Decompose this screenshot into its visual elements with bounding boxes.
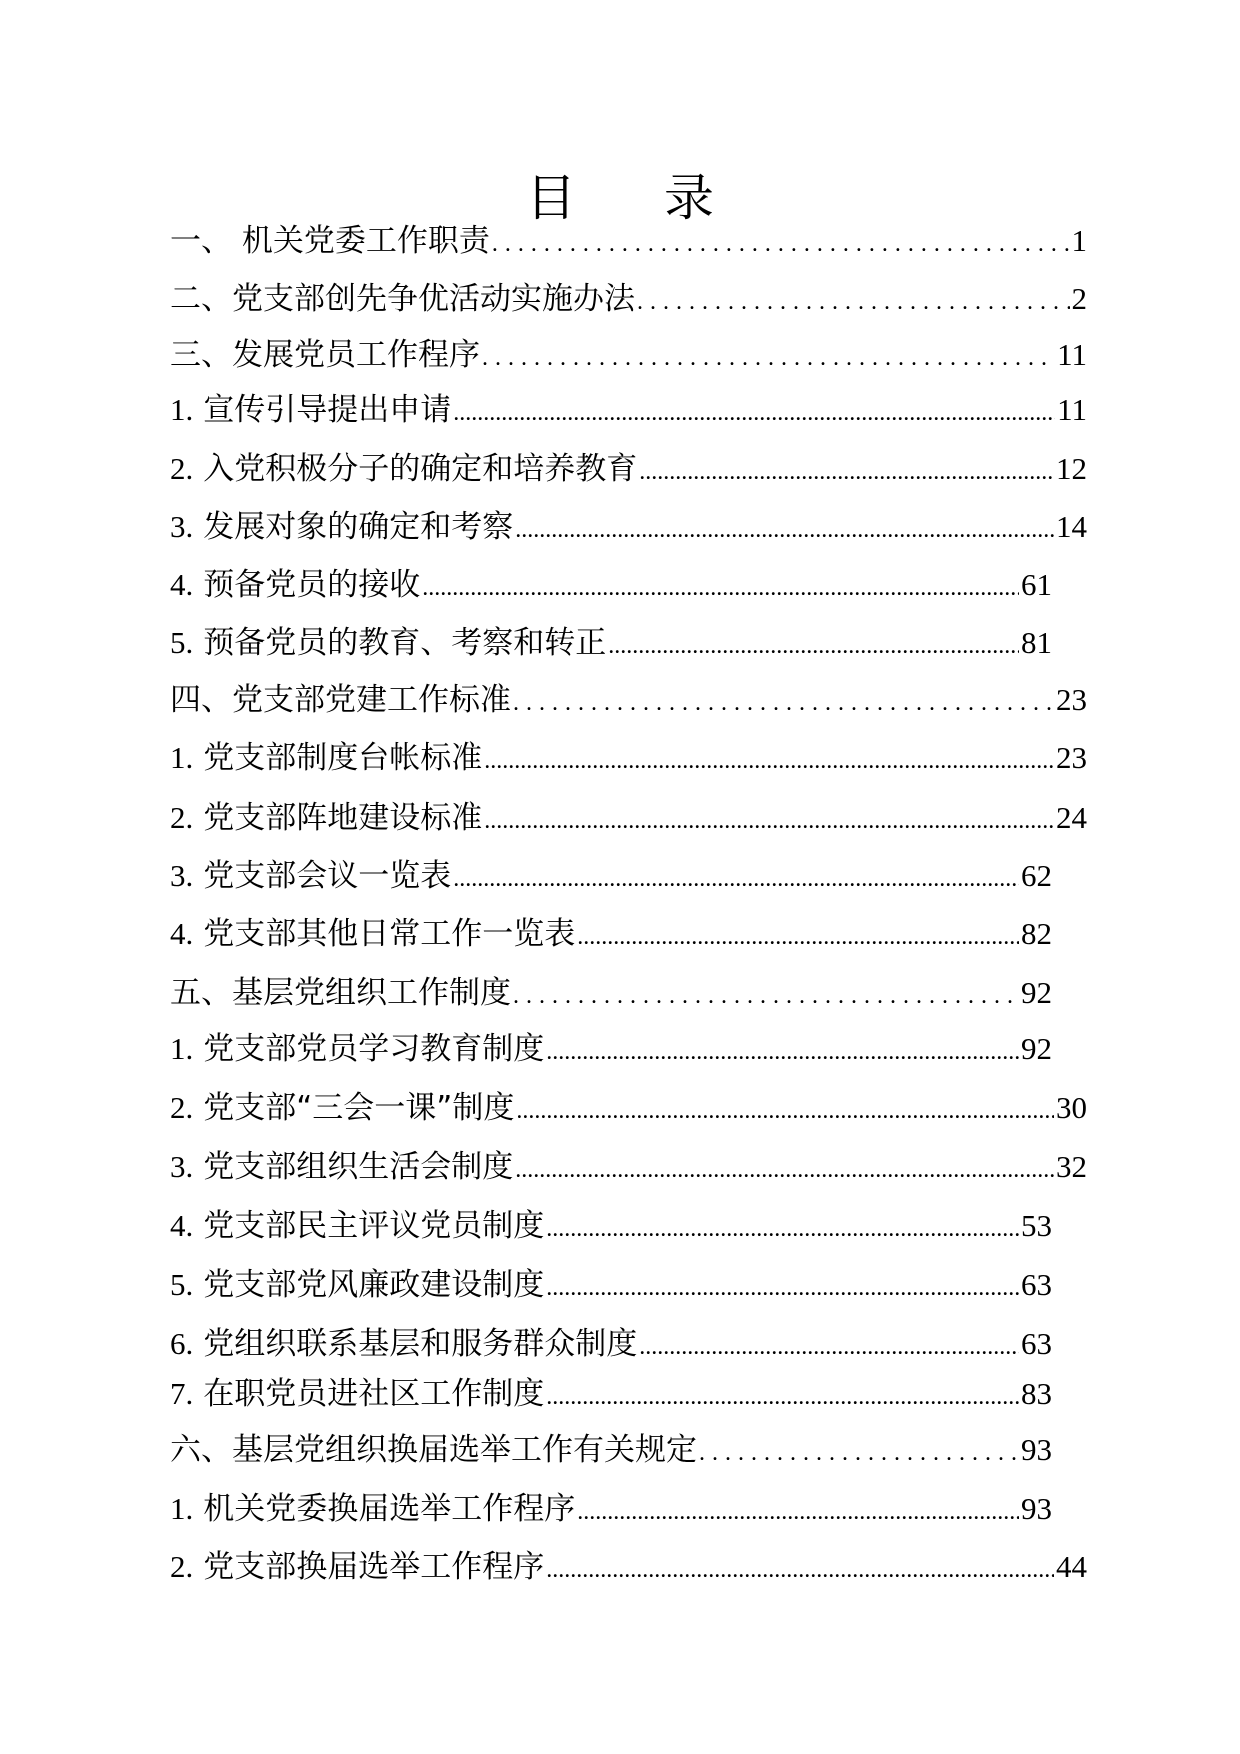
entry-page-number: 2 [1071,281,1087,316]
entry-page-number: 1 [1071,223,1087,258]
toc-entry[interactable] [170,335,1087,378]
dot-leader [482,338,1055,378]
toc-entry[interactable] [170,798,1087,841]
entry-label: 四、党支部党建工作标准 [170,682,511,718]
toc-entry[interactable] [170,973,1052,1016]
entry-label: 入党积极分子的确定和培养教育 [203,451,638,487]
dot-leader [608,626,1019,666]
entry-number: 3. [170,509,194,544]
entry-label: 一、 机关党委工作职责 [170,223,490,259]
dot-leader [492,224,1070,264]
dot-leader [639,1327,1019,1367]
toc-entry[interactable] [170,1489,1052,1532]
entry-page-number: 63 [1021,1326,1052,1361]
entry-label: 党支部换届选举工作程序 [203,1549,545,1585]
entry-page-number: 44 [1056,1549,1087,1584]
toc-entry[interactable] [170,390,1087,433]
toc-entry[interactable] [170,680,1087,723]
toc-entry[interactable] [170,565,1052,608]
toc-entry[interactable] [170,507,1087,550]
dot-leader [422,568,1019,608]
entry-label: 宣传引导提出申请 [203,392,452,428]
dot-leader [637,282,1070,322]
entry-number: 5. [170,1267,194,1302]
entry-label: 在职党员进社区工作制度 [203,1376,545,1412]
entry-number: 2. [170,451,194,486]
entry-page-number: 53 [1021,1208,1052,1243]
entry-number: 2. [170,1090,194,1125]
entry-number: 1. [170,1491,194,1526]
entry-page-number: 23 [1056,740,1087,775]
entry-label: 党支部阵地建设标准 [203,800,483,836]
entry-number: 2. [170,1549,194,1584]
toc-entry[interactable] [170,914,1052,957]
dot-leader [639,452,1054,492]
toc-entry[interactable] [170,1088,1087,1131]
dot-leader [513,976,1019,1016]
entry-page-number: 93 [1021,1432,1052,1467]
entry-label: 二、党支部创先争优活动实施办法 [170,281,635,317]
dot-leader [515,510,1054,550]
entry-page-number: 92 [1021,975,1052,1010]
toc-entry[interactable] [170,1430,1052,1473]
entry-number: 7. [170,1376,194,1411]
dot-leader [515,1150,1054,1190]
dot-leader [513,683,1054,723]
entry-label: 五、基层党组织工作制度 [170,975,511,1011]
toc-entry[interactable] [170,449,1087,492]
toc-entry[interactable] [170,856,1052,899]
entry-number: 4. [170,567,194,602]
toc-entry[interactable] [170,623,1052,666]
entry-page-number: 92 [1021,1031,1052,1066]
entry-label: 三、发展党员工作程序 [170,337,480,373]
dot-leader [546,1377,1019,1417]
dot-leader [577,917,1019,957]
toc-entry[interactable] [170,738,1087,781]
dot-leader [699,1433,1019,1473]
toc-entry[interactable] [170,1029,1052,1072]
entry-label: 党支部组织生活会制度 [203,1149,514,1185]
entry-page-number: 63 [1021,1267,1052,1302]
entry-page-number: 24 [1056,800,1087,835]
dot-leader [546,1209,1019,1249]
entry-page-number: 82 [1021,916,1052,951]
entry-label: 发展对象的确定和考察 [203,509,514,545]
entry-number: 1. [170,740,194,775]
dot-leader [546,1550,1054,1590]
entry-page-number: 62 [1021,858,1052,893]
entry-number: 2. [170,800,194,835]
entry-label: 预备党员的接收 [203,567,421,603]
entry-page-number: 11 [1057,392,1087,427]
entry-page-number: 11 [1057,337,1087,372]
entry-page-number: 23 [1056,682,1087,717]
dot-leader [453,393,1055,433]
entry-label: 预备党员的教育、考察和转正 [203,625,607,661]
entry-label: 党支部制度台帐标准 [203,740,483,776]
entry-page-number: 30 [1056,1090,1087,1125]
entry-page-number: 83 [1021,1376,1052,1411]
dot-leader [577,1492,1019,1532]
dot-leader [546,1268,1019,1308]
toc-entry[interactable] [170,221,1087,264]
entry-label: 党支部党风廉政建设制度 [203,1267,545,1303]
entry-page-number: 93 [1021,1491,1052,1526]
toc-entry[interactable] [170,279,1087,322]
entry-label: 党组织联系基层和服务群众制度 [203,1326,638,1362]
entry-page-number: 12 [1056,451,1087,486]
entry-number: 1. [170,392,194,427]
entry-page-number: 14 [1056,509,1087,544]
entry-number: 1. [170,1031,194,1066]
entry-label: 党支部会议一览表 [203,858,452,894]
toc-entry[interactable] [170,1265,1052,1308]
entry-number: 6. [170,1326,194,1361]
entry-number: 3. [170,1149,194,1184]
entry-label: 六、基层党组织换届选举工作有关规定 [170,1432,697,1468]
entry-number: 5. [170,625,194,660]
entry-label: 党支部民主评议党员制度 [203,1208,545,1244]
toc-entry[interactable] [170,1547,1087,1590]
page-title: 目 录 [526,169,750,227]
toc-entry[interactable] [170,1324,1052,1367]
entry-label: 党支部“三会一课”制度 [203,1090,515,1126]
entry-number: 4. [170,1208,194,1243]
toc-entry[interactable] [170,1147,1087,1190]
entry-page-number: 61 [1021,567,1052,602]
entry-page-number: 81 [1021,625,1052,660]
dot-leader [484,741,1054,781]
entry-page-number: 32 [1056,1149,1087,1184]
entry-label: 机关党委换届选举工作程序 [203,1491,576,1527]
dot-leader [484,801,1054,841]
entry-number: 4. [170,916,194,951]
entry-number: 3. [170,858,194,893]
entry-label: 党支部党员学习教育制度 [203,1031,545,1067]
toc-entry[interactable] [170,1374,1052,1417]
entry-label: 党支部其他日常工作一览表 [203,916,576,952]
dot-leader [546,1032,1019,1072]
toc-entry[interactable] [170,1206,1052,1249]
dot-leader [453,859,1019,899]
dot-leader [516,1091,1054,1131]
